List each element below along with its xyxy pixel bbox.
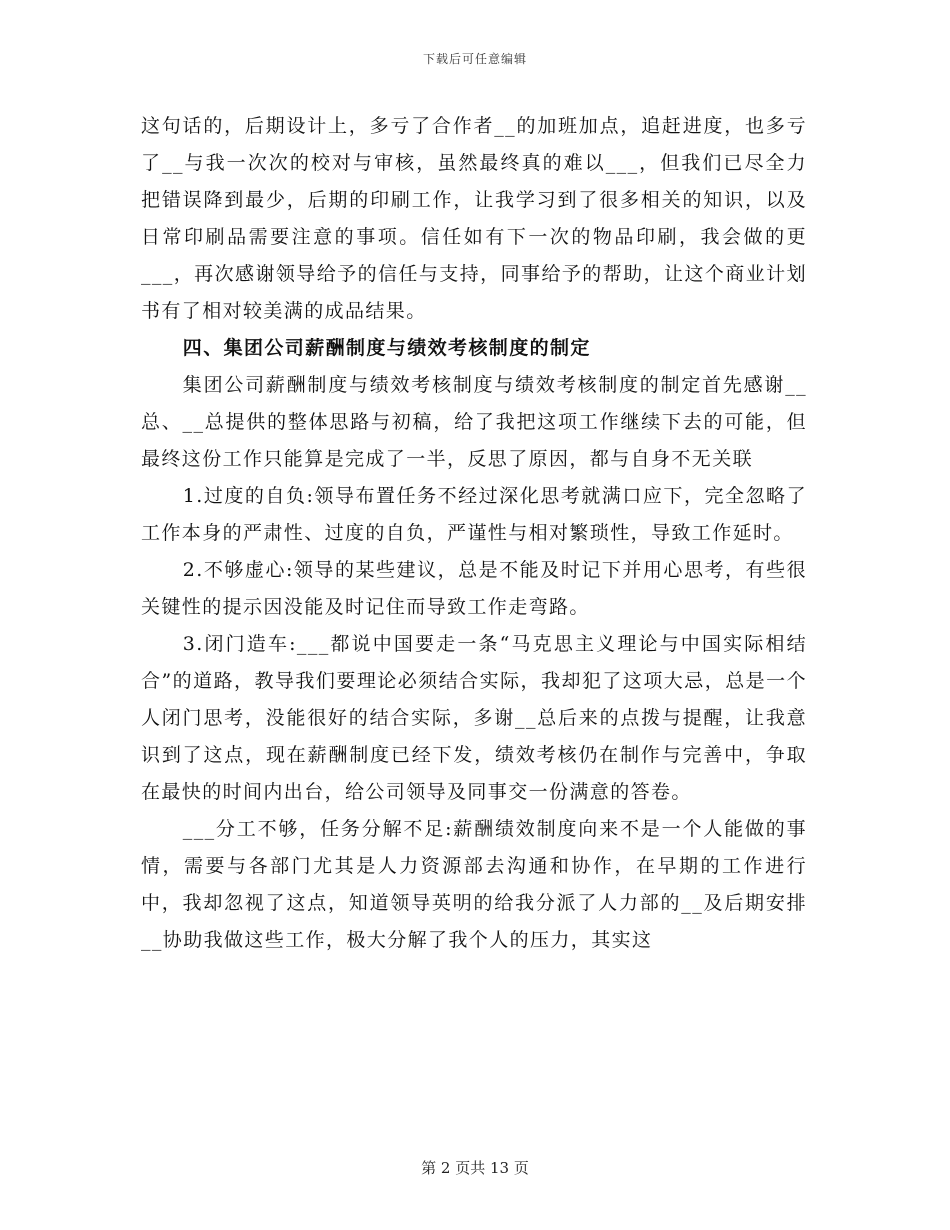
paragraph-point-1: 1.过度的自负:领导布置任务不经过深化思考就满口应下，完全忽略了工作本身的严肃性、过度的自负，严谨性与相对繁琐性，导致工作延时。 xyxy=(141,485,807,544)
paragraph-point-4: ___分工不够，任务分解不足:薪酬绩效制度向来不是一个人能做的事情，需要与各部门尤其是人力资源部去沟通和协作，在早期的工作进行中，我却忽视了这点，知道领导英明的给我分派了人力部的__及后期安排__协助我做这些工作，极大分解了我个人的压力，其实这 xyxy=(141,818,807,951)
page-header: 下载后可任意编辑 xyxy=(422,52,527,66)
paragraph-point-3: 3.闭门造车:___都说中国要走一条“马克思主义理论与中国实际相结合”的道路，教导我们要理论必须结合实际，我却犯了这项大忌，总是一个人闭门思考，没能很好的结合实际，多谢__总后来的点拨与提醒，让我意识到了这点，现在薪酬制度已经下发，绩效考核仍在制作与完善中，争取在最快的时间内出台，给公司领导及同事交一份满意的答卷。 xyxy=(141,633,807,803)
paragraph-point-2: 2.不够虚心:领导的某些建议，总是不能及时记下并用心思考，有些很关键性的提示因没能及时记住而导致工作走弯路。 xyxy=(141,559,807,618)
document-body xyxy=(141,108,807,959)
page-number-footer: 第 2 页共 13 页 xyxy=(421,1159,529,1177)
section-heading: 四、集团公司薪酬制度与绩效考核制度的制定 xyxy=(182,337,591,359)
paragraph-continued: 这句话的，后期设计上，多亏了合作者__的加班加点，追赶进度，也多亏了__与我一次次的校对与审核，虽然最终真的难以___，但我们已尽全力把错误降到最少，后期的印刷工作，让我学习到了很多相关的知识，以及日常印刷品需要注意的事项。信任如有下一次的物品印刷，我会做的更___，再次感谢领导给予的信任与支持，同事给予的帮助，让这个商业计划书有了相对较美满的成品结果。 xyxy=(141,115,807,322)
paragraph-intro: 集团公司薪酬制度与绩效考核制度与绩效考核制度的制定首先感谢__总、__总提供的整体思路与初稿，给了我把这项工作继续下去的可能，但最终这份工作只能算是完成了一半，反思了原因，都与自身不无关联 xyxy=(141,374,807,470)
